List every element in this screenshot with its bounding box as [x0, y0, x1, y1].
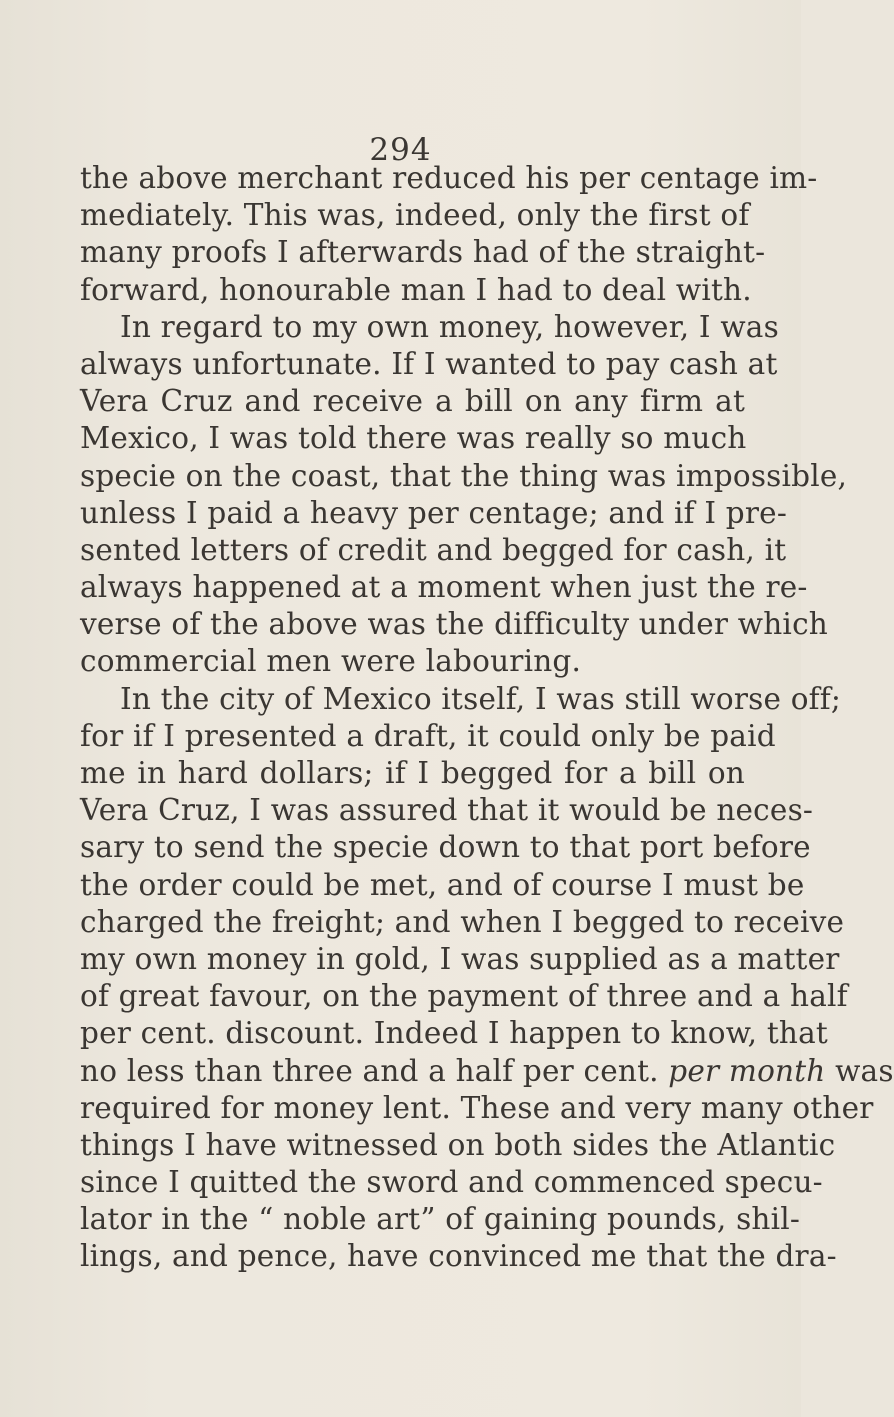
text-line: commercial men were labouring. [80, 644, 582, 679]
text-line: mediately. This was, indeed, only the first of [80, 198, 750, 233]
text-line: always unfortunate. If I wanted to pay cash at [80, 346, 778, 381]
text-segment: no less than three and a half per cent. [80, 1053, 659, 1088]
text-line: since I quitted the sword and commenced specu- [80, 1165, 823, 1200]
text-line: my own money in gold, I was supplied as a matter [80, 941, 840, 976]
text-line: Vera Cruz, I was assured that it would be neces- [80, 793, 814, 828]
text-line: of great favour, on the payment of three and a half [80, 979, 848, 1014]
text-line: me in hard dollars; if I begged for a bill on [80, 756, 745, 790]
text-line: lator in the “ noble art” of gaining pounds, shil- [80, 1202, 801, 1237]
text-line: unless I paid a heavy per centage; and if I pre- [80, 495, 787, 530]
text-line: required for money lent. These and very many other [80, 1090, 874, 1125]
text-line: Vera Cruz and receive a bill on any firm at [80, 384, 745, 419]
text-line: things I have witnessed on both sides the Atlantic [80, 1127, 836, 1162]
text-line: specie on the coast, that the thing was impossible, [80, 458, 848, 493]
text-line: sary to send the specie down to that port before [80, 830, 811, 865]
paragraph-start-line: In the city of Mexico itself, I was still worse off; [120, 681, 842, 716]
body-text [80, 160, 894, 1276]
text-segment: was [835, 1053, 894, 1088]
text-line: the order could be met, and of course I must be [80, 867, 805, 902]
text-line: always happened at a moment when just the re- [80, 570, 808, 605]
text-line: the above merchant reduced his per centage im- [80, 161, 818, 195]
text-line-with-italic [80, 1053, 894, 1090]
italic-phrase: per month [668, 1053, 826, 1088]
page-number: 294 [369, 132, 432, 168]
text-line: verse of the above was the difficulty under which [80, 607, 828, 642]
text-line: Mexico, I was told there was really so much [80, 421, 747, 456]
text-line: many proofs I afterwards had of the straight- [80, 235, 766, 270]
text-line: for if I presented a draft, it could only be paid [80, 718, 776, 753]
text-line: lings, and pence, have convinced me that the dra- [80, 1239, 837, 1274]
text-line: charged the freight; and when I begged to receive [80, 904, 845, 939]
text-line: forward, honourable man I had to deal with. [80, 272, 752, 307]
text-line: sented letters of credit and begged for cash, it [80, 532, 787, 567]
text-line: per cent. discount. Indeed I happen to know, that [80, 1016, 828, 1051]
paragraph-start-line: In regard to my own money, however, I was [120, 309, 779, 344]
